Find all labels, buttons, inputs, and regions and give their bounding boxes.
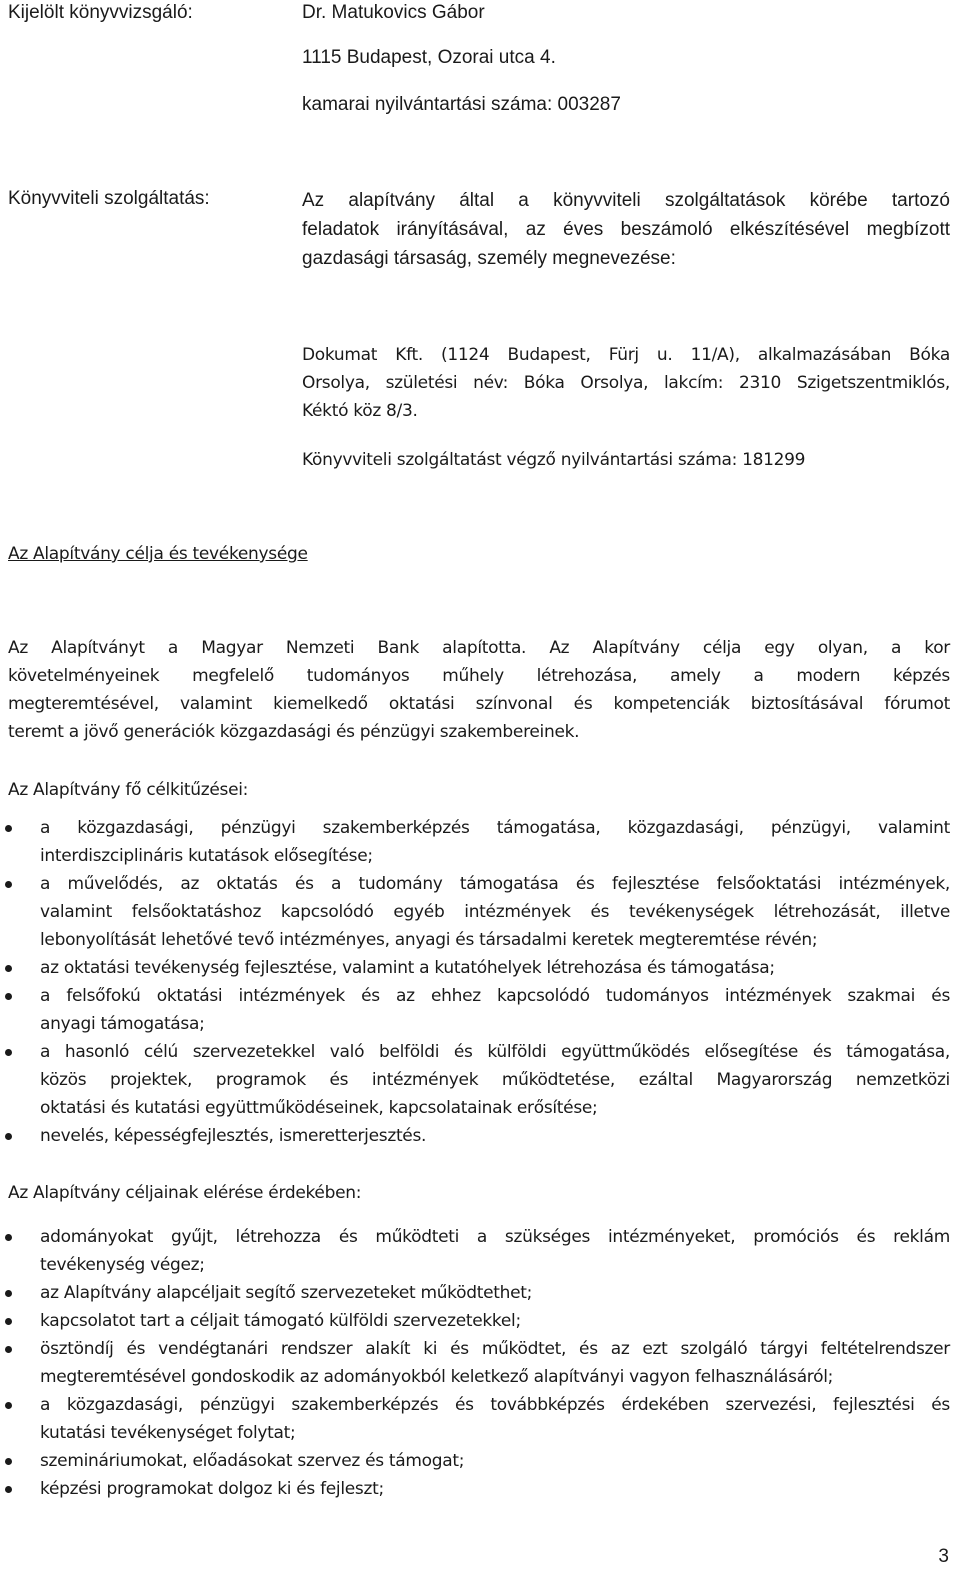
list-item: [0, 1279, 950, 1307]
goals-heading: Az Alapítvány fő célkitűzései:: [8, 780, 249, 800]
bullet-icon: [5, 1234, 12, 1241]
list-item: [0, 982, 950, 1038]
auditor-name: Dr. Matukovics Gábor: [302, 2, 485, 23]
list-item-line: az oktatási tevékenység fejlesztése, valamint a kutatóhelyek létrehozása és támogatása;: [40, 958, 775, 978]
list-item-line: lebonyolítását lehetővé tevő intézményes, anyagi és társadalmi keretek megteremtése révén;: [40, 930, 818, 950]
list-item-line: megteremtésével gondoskodik az adományokból keletkező alapítványi vagyon felhasználásáról;: [40, 1367, 834, 1387]
list-item: [0, 1391, 950, 1447]
list-item-line: tevékenység végez;: [40, 1255, 205, 1275]
bookkeeping-provider-line: Kéktó köz 8/3.: [302, 401, 418, 421]
bookkeeping-description: [302, 186, 950, 273]
list-item: [0, 814, 950, 870]
list-item-line: nevelés, képességfejlesztés, ismeretterjesztés.: [40, 1126, 427, 1146]
page-number: 3: [938, 1546, 949, 1567]
list-item: [0, 954, 950, 982]
list-item: [0, 1475, 950, 1503]
bullet-icon: [5, 1318, 12, 1325]
intro-line: teremt a jövő generációk közgazdasági és pénzügyi szakembereinek.: [8, 722, 580, 742]
list-item: [0, 870, 950, 954]
list-item-line: közös projektek, programok és intézmények működtetése, ezáltal Magyarország nemzetközi: [40, 1070, 950, 1090]
bullet-icon: [5, 881, 12, 888]
intro-line: Az Alapítványt a Magyar Nemzeti Bank alapította. Az Alapítvány célja egy olyan, a kor: [8, 638, 950, 658]
bookkeeping-description-line: Az alapítvány által a könyvviteli szolgáltatások körébe tartozó: [302, 190, 950, 211]
list-item-line: a hasonló célú szervezetekkel való belföldi és külföldi együttműködés elősegítése és támogatása,: [40, 1042, 950, 1062]
intro-line: követelményeinek megfelelő tudományos műhely létrehozása, amely a modern képzés: [8, 666, 950, 686]
bullet-icon: [5, 1049, 12, 1056]
bookkeeping-registry: Könyvviteli szolgáltatást végző nyilvántartási száma: 181299: [302, 450, 806, 470]
bullet-icon: [5, 993, 12, 1000]
bookkeeping-label: Könyvviteli szolgáltatás:: [8, 188, 210, 209]
list-item: [0, 1335, 950, 1391]
list-item-line: anyagi támogatása;: [40, 1014, 205, 1034]
bullet-icon: [5, 1346, 12, 1353]
bullet-icon: [5, 1402, 12, 1409]
auditor-label: Kijelölt könyvvizsgáló:: [8, 2, 193, 23]
list-item-line: valamint felsőoktatáshoz kapcsolódó egyéb intézmények és tevékenységek létrehozását, illetve: [40, 902, 950, 922]
auditor-address: 1115 Budapest, Ozorai utca 4.: [302, 47, 556, 68]
list-item: [0, 1038, 950, 1122]
list-item: [0, 1447, 950, 1475]
bookkeeping-description-line: feladatok irányításával, az éves beszámoló elkészítésével megbízott: [302, 219, 950, 240]
list-item-line: a művelődés, az oktatás és a tudomány támogatása és fejlesztése felsőoktatási intézmények,: [40, 874, 950, 894]
list-item-line: adományokat gyűjt, létrehozza és működteti a szükséges intézményeket, promóciós és reklám: [40, 1227, 950, 1247]
list-item: [0, 1223, 950, 1279]
list-item-line: a közgazdasági, pénzügyi szakemberképzés és továbbképzés érdekében szervezési, fejlesztési és: [40, 1395, 950, 1415]
list-item-line: ösztöndíj és vendégtanári rendszer alakít ki és működtet, és az ezt szolgáló tárgyi feltételrendszer: [40, 1339, 950, 1359]
means-list: [0, 1223, 950, 1503]
list-item-line: kapcsolatot tart a céljait támogató külföldi szervezetekkel;: [40, 1311, 521, 1331]
list-item-line: oktatási és kutatási együttműködéseinek, kapcsolatainak erősítése;: [40, 1098, 598, 1118]
bookkeeping-provider-line: Orsolya, születési név: Bóka Orsolya, lakcím: 2310 Szigetszentmiklós,: [302, 373, 950, 393]
auditor-registry: kamarai nyilvántartási száma: 003287: [302, 94, 621, 115]
list-item: [0, 1307, 950, 1335]
means-heading: Az Alapítvány céljainak elérése érdekében:: [8, 1183, 362, 1203]
list-item: [0, 1122, 950, 1150]
bullet-icon: [5, 1458, 12, 1465]
bullet-icon: [5, 825, 12, 832]
section-heading: Az Alapítvány célja és tevékenysége: [8, 544, 308, 564]
bookkeeping-provider: [302, 341, 950, 425]
intro-line: megteremtésével, valamint kiemelkedő oktatási színvonal és kompetenciák biztosításával fórumot: [8, 694, 950, 714]
list-item-line: interdiszciplináris kutatások elősegítése;: [40, 846, 373, 866]
bullet-icon: [5, 1486, 12, 1493]
bullet-icon: [5, 1290, 12, 1297]
list-item-line: a felsőfokú oktatási intézmények és az ehhez kapcsolódó tudományos intézmények szakmai és: [40, 986, 950, 1006]
list-item-line: az Alapítvány alapcéljait segítő szervezeteket működtethet;: [40, 1283, 533, 1303]
bookkeeping-description-line: gazdasági társaság, személy megnevezése:: [302, 248, 676, 269]
list-item-line: szemináriumokat, előadásokat szervez és támogat;: [40, 1451, 465, 1471]
intro-paragraph: [8, 634, 950, 746]
bullet-icon: [5, 965, 12, 972]
list-item-line: a közgazdasági, pénzügyi szakemberképzés támogatása, közgazdasági, pénzügyi, valamint: [40, 818, 950, 838]
list-item-line: kutatási tevékenységet folytat;: [40, 1423, 296, 1443]
list-item-line: képzési programokat dolgoz ki és fejleszt;: [40, 1479, 384, 1499]
goals-list: [0, 814, 950, 1150]
bullet-icon: [5, 1133, 12, 1140]
bookkeeping-provider-line: Dokumat Kft. (1124 Budapest, Fürj u. 11/A), alkalmazásában Bóka: [302, 345, 950, 365]
